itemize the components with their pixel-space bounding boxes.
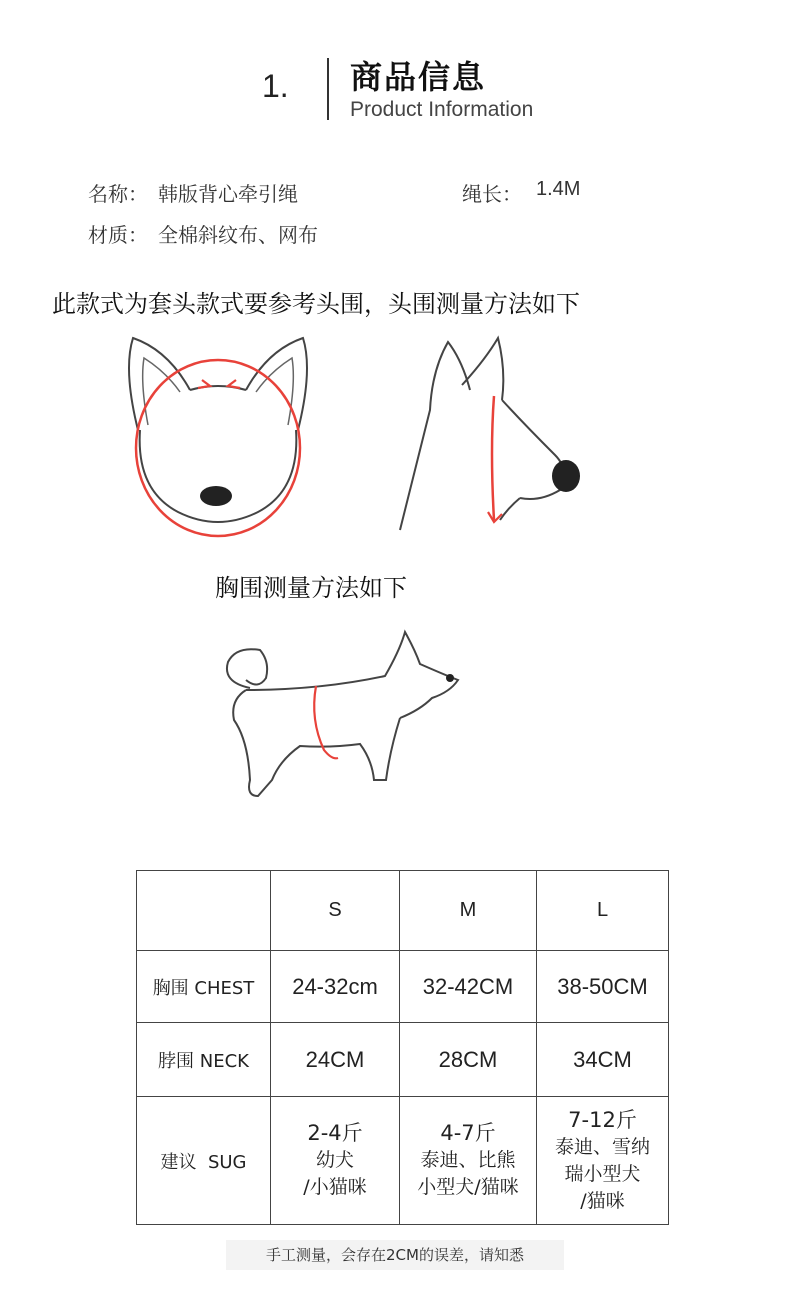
section-number: 1. — [262, 68, 289, 104]
sug-s — [271, 1097, 400, 1225]
size-header-l: L — [537, 871, 669, 951]
sug-s-line: /小猫咪 — [303, 1176, 367, 1198]
sug-l-weight: 7-12斤 — [568, 1107, 637, 1132]
size-header-s: S — [271, 871, 400, 951]
sug-m-line: 小型犬/猫咪 — [417, 1176, 519, 1198]
size-table — [136, 870, 669, 1225]
sug-l-line: 泰迪、雪纳 — [554, 1135, 650, 1158]
table-row — [137, 951, 669, 1023]
row-label-neck: 脖围 NECK — [137, 1023, 271, 1097]
measurement-footnote: 手工测量，会存在2CM的误差，请知悉 — [226, 1240, 564, 1270]
sug-m-weight: 4-7斤 — [440, 1121, 496, 1145]
sug-s-weight: 2-4斤 — [307, 1121, 363, 1145]
sug-l-line: 瑞小型犬 — [564, 1162, 641, 1185]
chest-s: 24-32cm — [271, 951, 400, 1023]
section-subtitle: Product Information — [350, 98, 534, 121]
table-header-row — [137, 871, 669, 951]
sug-m-line: 泰迪、比熊 — [420, 1149, 516, 1171]
sug-l-line: /猫咪 — [580, 1189, 625, 1212]
table-corner-cell — [137, 871, 271, 951]
length-value: 1.4M — [536, 178, 581, 200]
material-value: 全棉斜纹布、网布 — [158, 223, 318, 247]
sug-s-line: 幼犬 — [315, 1149, 354, 1171]
head-measure-note: 此款式为套头款式要参考头围，头围测量方法如下 — [52, 290, 580, 318]
chest-measure-note: 胸围测量方法如下 — [215, 574, 407, 602]
sug-l — [537, 1097, 669, 1225]
dog-head-front-illustration — [118, 330, 318, 545]
dog-body-illustration — [210, 620, 470, 810]
material-label: 材质： — [88, 223, 148, 247]
chest-m: 32-42CM — [400, 951, 537, 1023]
chest-l: 38-50CM — [537, 951, 669, 1023]
neck-m: 28CM — [400, 1023, 537, 1097]
sug-m — [400, 1097, 537, 1225]
row-label-sug: 建议 SUG — [137, 1097, 271, 1225]
neck-s: 24CM — [271, 1023, 400, 1097]
section-title: 商品信息 — [350, 58, 487, 96]
name-label: 名称： — [88, 182, 148, 206]
table-row — [137, 1097, 669, 1225]
size-header-m: M — [400, 871, 537, 951]
dog-head-side-illustration — [390, 330, 590, 540]
table-row — [137, 1023, 669, 1097]
name-value: 韩版背心牵引绳 — [158, 182, 298, 206]
header-divider — [327, 58, 329, 120]
row-label-chest: 胸围 CHEST — [137, 951, 271, 1023]
length-label: 绳长： — [462, 182, 522, 206]
neck-l: 34CM — [537, 1023, 669, 1097]
